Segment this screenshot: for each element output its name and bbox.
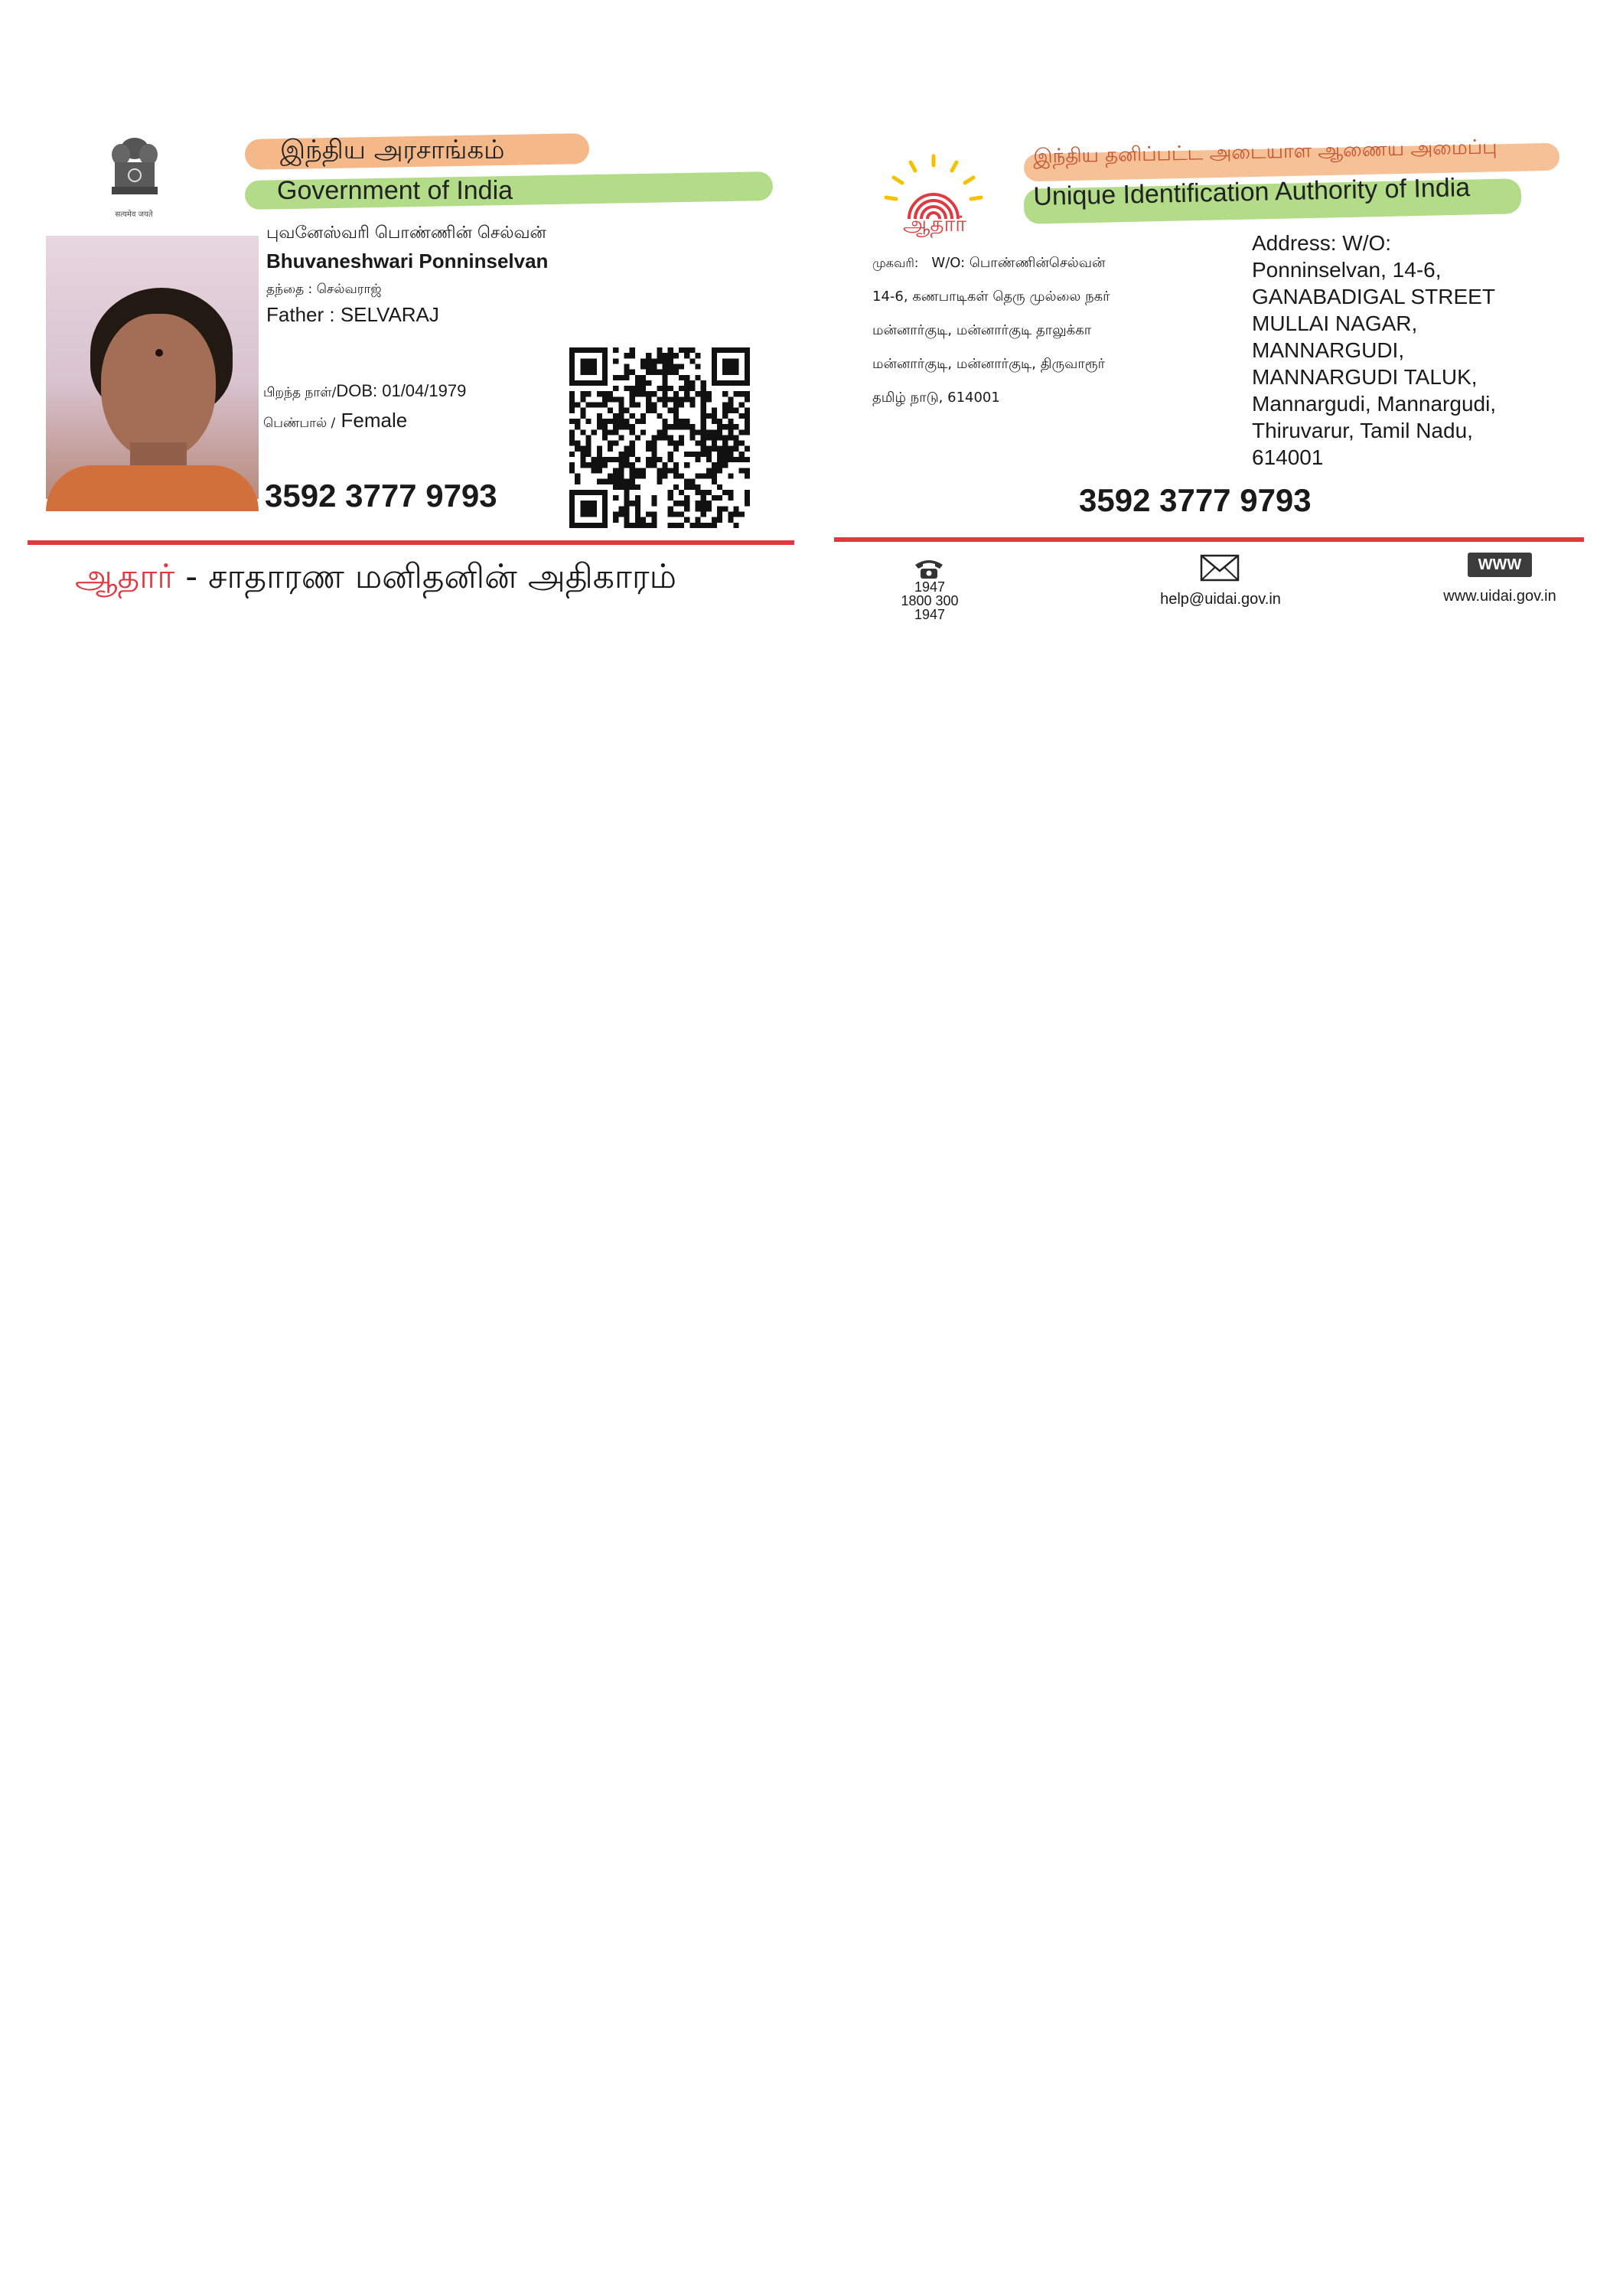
aadhaar-card-back (826, 129, 1592, 622)
address-label-tamil: முகவரி: (872, 256, 919, 270)
address-english-line: MANNARGUDI, (1252, 338, 1405, 362)
date-of-birth (263, 381, 466, 402)
photo-shoulder (46, 465, 259, 511)
emblem-caption: सत्यमेव जयते (115, 210, 153, 219)
gender-value: Female (341, 409, 408, 432)
helpline-email[interactable]: help@uidai.gov.in (1160, 591, 1281, 608)
address-english-line: MULLAI NAGAR, (1252, 311, 1418, 335)
address-tamil-text: W/O: பொண்ணின்செல்வன் (931, 255, 1106, 271)
gender (263, 409, 407, 432)
address-tamil-line (872, 246, 1194, 280)
address-tamil-line: மன்னார்குடி, மன்னார்குடி, திருவாரூர் (872, 356, 1106, 372)
holder-photo (46, 236, 259, 499)
holder-name-tamil: புவனேஸ்வரி பொண்ணின் செல்வன் (266, 223, 546, 243)
father-tamil (266, 282, 382, 298)
website-link[interactable]: www.uidai.gov.in (1443, 588, 1556, 605)
address-tamil (872, 246, 1194, 415)
uidai-title-tamil: இந்திய தனிப்பட்ட அடையாள ஆணைய அமைப்பு (1033, 135, 1498, 168)
dob-value: DOB: 01/04/1979 (336, 381, 467, 400)
aadhaar-logo-text: ஆதார் (903, 211, 966, 236)
address-english-line: 614001 (1252, 445, 1324, 469)
envelope-icon (1200, 554, 1240, 582)
address-english (1252, 230, 1573, 471)
aadhaar-number: 3592 3777 9793 (1079, 482, 1312, 518)
address-english-line: Ponninselvan, 14-6, (1252, 258, 1442, 282)
address-english-line: GANABADIGAL STREET (1252, 285, 1495, 308)
www-badge: WWW (1468, 553, 1532, 577)
uidai-title-english: Unique Identification Authority of India (1033, 173, 1471, 211)
address-english-line: MANNARGUDI TALUK, (1252, 365, 1478, 389)
qr-code-icon (569, 347, 750, 528)
address-tamil-line: மன்னார்குடி, மன்னார்குடி தாலுக்கா (872, 322, 1092, 338)
dob-label-tamil: பிறந்த நாள்/ (263, 385, 337, 400)
gov-title-english: Government of India (277, 176, 513, 205)
gender-label-tamil: பெண்பால் / (263, 416, 336, 431)
aadhaar-slogan (75, 557, 676, 601)
father-name: Father : SELVARAJ (266, 303, 439, 326)
father-name-tamil: செல்வராஜ் (316, 282, 382, 297)
telephone-icon (912, 557, 946, 580)
aadhaar-number: 3592 3777 9793 (265, 478, 497, 514)
state-emblem-icon (104, 132, 165, 216)
slogan-brand: ஆதார் (75, 557, 175, 596)
red-divider (834, 537, 1584, 542)
phone-short: 1947 (914, 579, 946, 595)
address-english-line: Address: W/O: (1252, 231, 1392, 255)
phone-tollfree: 1800 300 1947 (901, 593, 959, 622)
father-label-tamil: தந்தை : (266, 282, 313, 297)
photo-face (101, 314, 216, 459)
address-tamil-line: தமிழ் நாடு, 614001 (872, 390, 1000, 406)
holder-name: Bhuvaneshwari Ponninselvan (266, 249, 549, 272)
address-english-line: Thiruvarur, Tamil Nadu, (1252, 419, 1473, 442)
helpline-phone (888, 580, 972, 621)
address-tamil-line: 14-6, கணபாடிகள் தெரு முல்லை நகர் (872, 289, 1110, 305)
aadhaar-card-front (28, 129, 794, 608)
photo-bindi (155, 349, 163, 357)
gov-title-tamil: இந்திய அரசாங்கம் (280, 135, 505, 165)
address-english-line: Mannargudi, Mannargudi, (1252, 392, 1497, 416)
red-divider (28, 540, 794, 545)
slogan-text: - சாதாரண மனிதனின் அதிகாரம் (174, 557, 677, 596)
